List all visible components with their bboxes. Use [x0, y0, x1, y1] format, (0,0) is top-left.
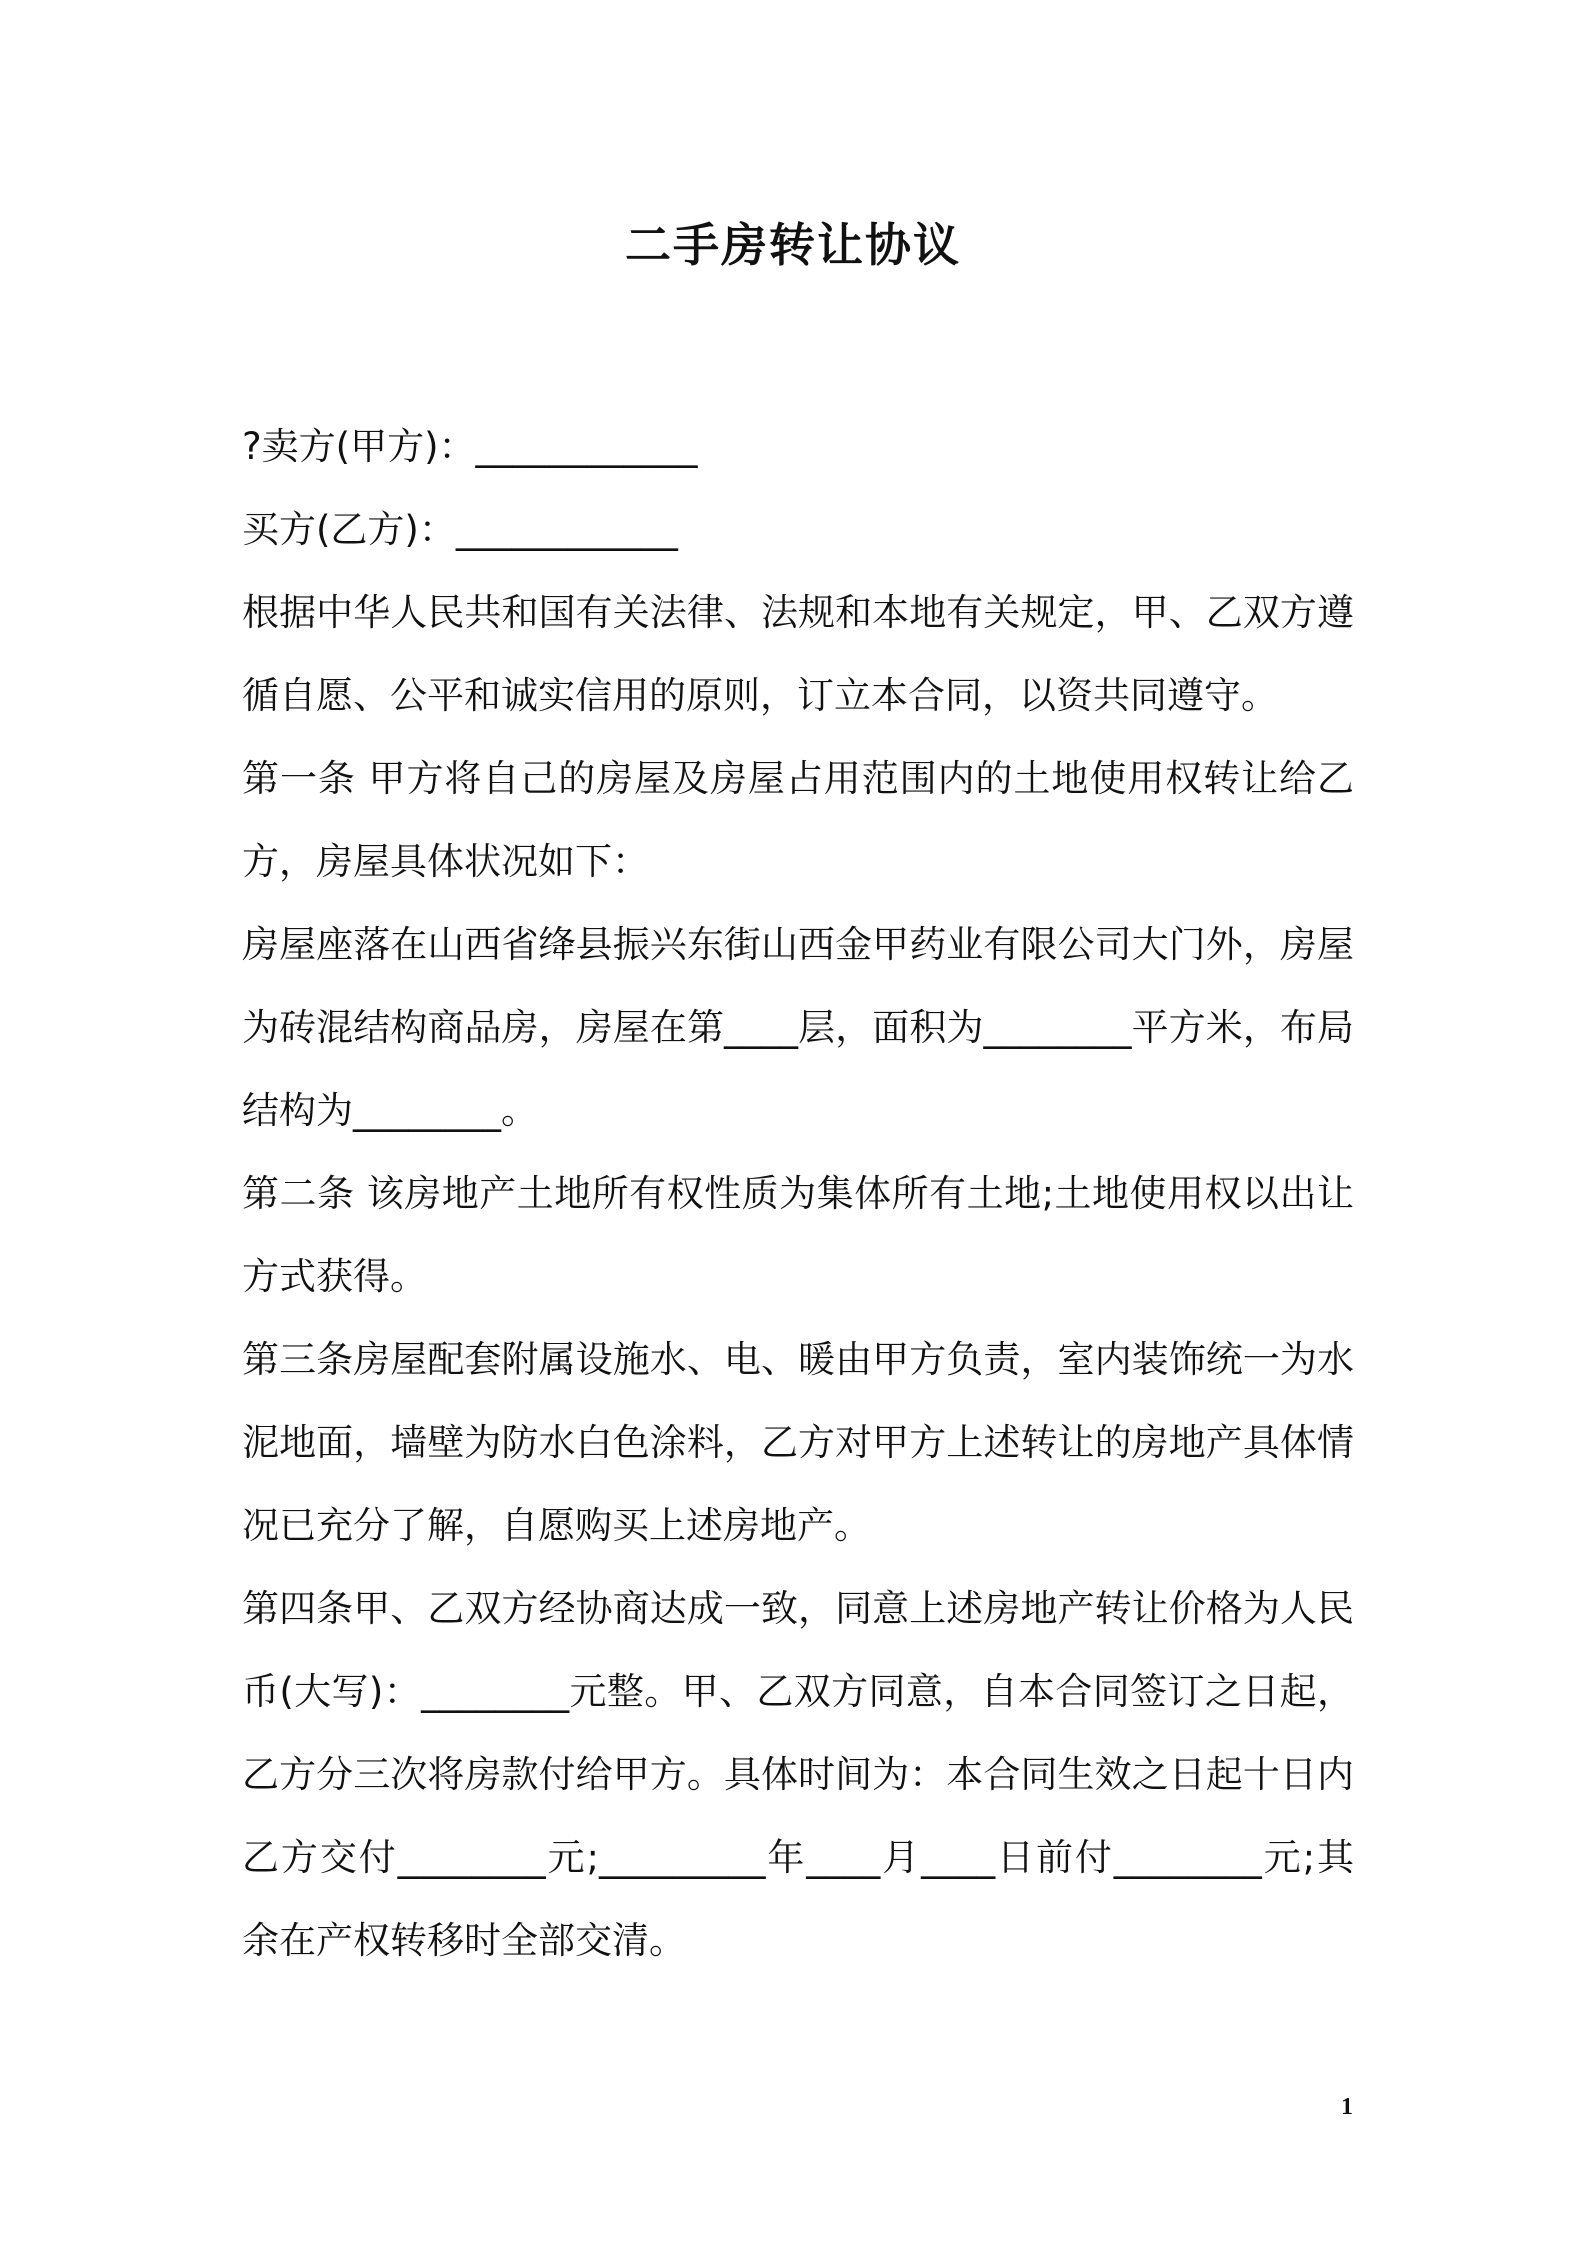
- preamble-paragraph: 根据中华人民共和国有关法律、法规和本地有关规定，甲、乙双方遵循自愿、公平和诚实信用的原则，订立本合同，以资共同遵守。: [242, 591, 1354, 717]
- article-3-paragraph: 第三条房屋配套附属设施水、电、暖由甲方负责，室内装饰统一为水泥地面，墙壁为防水白色涂料，乙方对甲方上述转让的房地产具体情况已充分了解，自愿购买上述房地产。: [242, 1338, 1354, 1547]
- document-body: [242, 405, 1354, 1982]
- article-4-paragraph: 第四条甲、乙双方经协商达成一致，同意上述房地产转让价格为人民币(大写)：________元整。甲、乙双方同意，自本合同签订之日起，乙方分三次将房款付给甲方。具体时间为：本合同生效之日起十日内乙方交付________元;_________年____月____日前付________元;其余在产权转移时全部交清。: [242, 1587, 1354, 1962]
- article-1-paragraph: 第一条 甲方将自己的房屋及房屋占用范围内的土地使用权转让给乙方，房屋具体状况如下：: [242, 757, 1354, 883]
- seller-line: ?卖方(甲方)：____________: [242, 425, 698, 468]
- property-description-paragraph: 房屋座落在山西省绛县振兴东街山西金甲药业有限公司大门外，房屋为砖混结构商品房，房屋在第____层，面积为________平方米，布局结构为________。: [242, 923, 1354, 1132]
- page-number: 1: [1341, 2094, 1353, 2120]
- document-title: 二手房转让协议: [625, 218, 961, 272]
- buyer-line: 买方(乙方)：____________: [242, 508, 678, 551]
- article-2-paragraph: 第二条 该房地产土地所有权性质为集体所有土地;土地使用权以出让方式获得。: [242, 1172, 1354, 1298]
